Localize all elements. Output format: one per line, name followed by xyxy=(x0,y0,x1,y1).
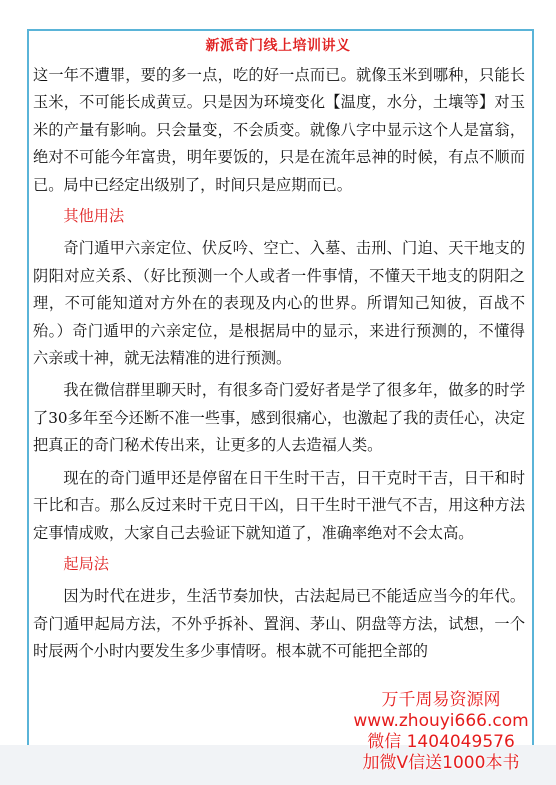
paragraph: 奇门遁甲六亲定位、伏反吟、空亡、入墓、击刑、门迫、天干地支的阴阳对应关系、（好比预测一个人或者一件事情，不懂天干地支的阴阳之理，不可能知道对方外在的表现及内心的世界。所谓知己知彼，百战不殆。）奇门遁甲的六亲定位，是根据局中的显示，来进行预测的，不懂得六亲或十神，就无法精准的进行预测。 xyxy=(33,239,525,368)
watermark xyxy=(336,690,546,774)
section-heading-chart-casting: 起局法 xyxy=(63,554,109,573)
watermark-line: www.zhouyi666.com xyxy=(353,711,529,731)
paragraph: 这一年不遭罪，要的多一点，吃的好一点而已。就像玉米到哪种，只能长玉米，不可能长成黄豆。只是因为环境变化【温度，水分，土壤等】对玉米的产量有影响。只会量变，不会质变。就像八字中显示这个人是富翁，绝对不可能今年富贵，明年要饭的，只是在流年忌神的时候，有点不顺而已。局中已经定出级别了，时间只是应期而已。 xyxy=(33,66,525,194)
watermark-line: 加微V信送1000本书 xyxy=(362,753,520,773)
document-title: 新派奇门线上培训讲义 xyxy=(205,38,351,54)
watermark-line: 万千周易资源网 xyxy=(381,690,501,710)
watermark-line: 微信 1404049576 xyxy=(367,732,515,752)
document-body xyxy=(33,62,525,666)
paragraph: 因为时代在进步，生活节奏加快，古法起局已不能适应当今的年代。奇门遁甲起局方法，不外乎拆补、置润、茅山、阴盘等方法，试想，一个时辰两个小时内要发生多少事情呀。根本就不可能把全部的 xyxy=(33,587,525,661)
paragraph: 现在的奇门遁甲还是停留在日干生时干吉，日干克时干吉，日干和时干比和吉。那么反过来时干克日干凶，日干生时干泄气不吉，用这种方法定事情成败，大家自己去验证下就知道了，准确率绝对不会太高。 xyxy=(33,468,525,542)
section-heading-other-uses: 其他用法 xyxy=(63,207,125,226)
paragraph: 我在微信群里聊天时，有很多奇门爱好者是学了很多年，做多的时学了30多年至今还断不准一些事，感到很痛心，也激起了我的责任心，决定把真正的奇门秘术传出来，让更多的人去造福人类。 xyxy=(33,381,525,455)
